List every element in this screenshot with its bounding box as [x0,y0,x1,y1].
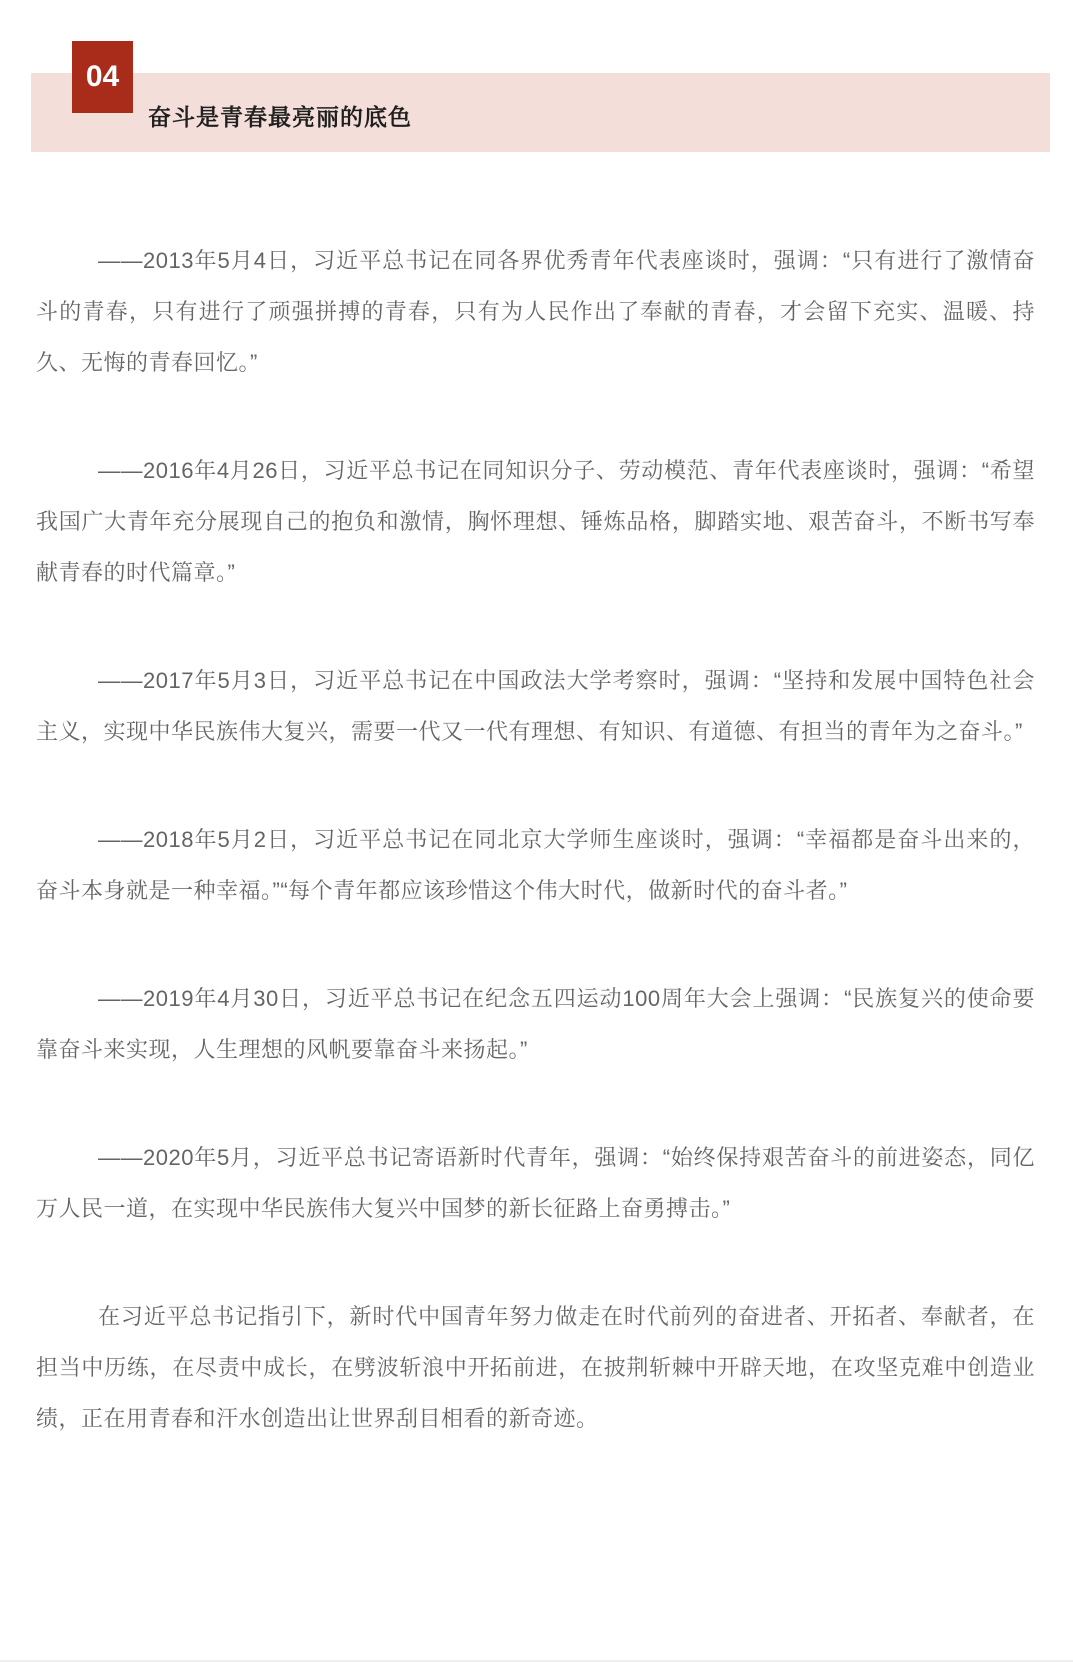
paragraph-quote-2018: ——2018年5月2日，习近平总书记在同北京大学师生座谈时，强调：“幸福都是奋斗出来的，奋斗本身就是一种幸福。”“每个青年都应该珍惜这个伟大时代，做新时代的奋斗者。” [36,827,1035,903]
paragraph-quote-2019: ——2019年4月30日，习近平总书记在纪念五四运动100周年大会上强调：“民族复兴的使命要靠奋斗来实现，人生理想的风帆要靠奋斗来扬起。” [36,986,1035,1062]
section-number-badge: 04 [72,41,133,113]
paragraph-quote-2017: ——2017年5月3日，习近平总书记在中国政法大学考察时，强调：“坚持和发展中国特色社会主义，实现中华民族伟大复兴，需要一代又一代有理想、有知识、有道德、有担当的青年为之奋斗。” [36,668,1035,744]
paragraph-quote-2016: ——2016年4月26日，习近平总书记在同知识分子、劳动模范、青年代表座谈时，强调：“希望我国广大青年充分展现自己的抱负和激情，胸怀理想、锤炼品格，脚踏实地、艰苦奋斗，不断书写奉献青春的时代篇章。” [36,458,1035,585]
paragraph-quote-2013: ——2013年5月4日，习近平总书记在同各界优秀青年代表座谈时，强调：“只有进行了激情奋斗的青春，只有进行了顽强拼搏的青春，只有为人民作出了奉献的青春，才会留下充实、温暖、持久、无悔的青春回忆。” [36,248,1035,375]
section-title: 奋斗是青春最亮丽的底色 [148,103,412,130]
section-banner [31,73,1050,152]
paragraph-quote-2020: ——2020年5月，习近平总书记寄语新时代青年，强调：“始终保持艰苦奋斗的前进姿态，同亿万人民一道，在实现中华民族伟大复兴中国梦的新长征路上奋勇搏击。” [36,1145,1035,1221]
paragraph-closing: 在习近平总书记指引下，新时代中国青年努力做走在时代前列的奋进者、开拓者、奉献者，在担当中历练，在尽责中成长，在劈波斩浪中开拓前进，在披荆斩棘中开辟天地，在攻坚克难中创造业绩，正在用青春和汗水创造出让世界刮目相看的新奇迹。 [36,1304,1035,1431]
article-body [36,235,1035,1501]
